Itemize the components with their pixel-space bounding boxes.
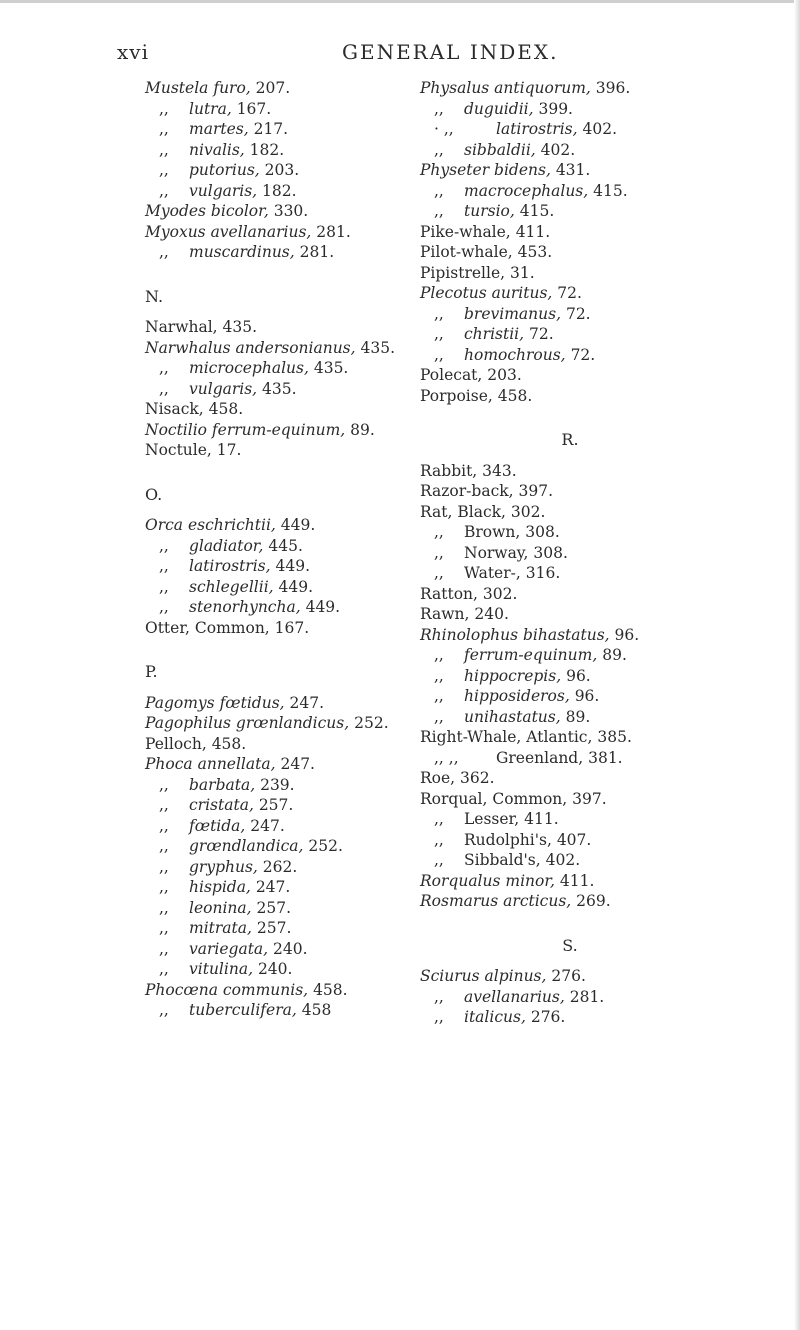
entry-page-number: 449. [305, 598, 341, 616]
entry-name: Brown, [464, 523, 521, 541]
index-entry [420, 809, 760, 830]
ditto-mark: ,, [159, 1001, 169, 1019]
entry-page-number: 257. [258, 796, 294, 814]
entry-name: Pagomys fœtidus, [145, 693, 285, 712]
ditto-mark: ,, [434, 202, 444, 220]
entry-name: Razor-back, [420, 482, 514, 500]
ditto-mark: ,, [434, 564, 444, 582]
entry-name: vulgaris, [189, 181, 258, 200]
entry-name: Phoca annellata, [145, 755, 276, 773]
entry-page-number: 239. [260, 775, 295, 794]
ditto-mark: ,, [434, 99, 444, 118]
page-top-border [0, 0, 800, 3]
entry-page-number: 96. [566, 666, 591, 685]
entry-page-number: 247. [255, 878, 291, 896]
ditto-mark: ,, [159, 898, 169, 917]
index-entry [420, 625, 760, 646]
page-header [0, 40, 800, 70]
index-entry [420, 304, 760, 325]
entry-page-number: 72. [570, 345, 596, 364]
ditto-mark: ,, [434, 830, 444, 849]
ditto-mark: ,, [159, 939, 169, 958]
ditto-mark: ,, [434, 304, 444, 323]
entry-name: mitrata, [189, 919, 252, 937]
index-section-letter: O. [145, 484, 163, 504]
entry-name: schlegellii, [189, 577, 274, 596]
entry-page-number: 17. [216, 441, 242, 459]
entry-page-number: 343. [482, 461, 517, 480]
entry-name: Plecotus auritus, [420, 284, 553, 302]
entry-name: Myoxus avellanarius, [145, 222, 312, 241]
entry-name: lutra, [189, 99, 232, 118]
entry-name: stenorhyncha, [189, 598, 301, 616]
index-entry [420, 119, 760, 140]
entry-page-number: 167. [274, 618, 310, 637]
index-entry [420, 987, 760, 1008]
entry-page-number: 217. [253, 120, 289, 138]
entry-name: barbata, [189, 775, 256, 794]
entry-name: Rosmarus arcticus, [420, 892, 572, 910]
entry-name: Roe, [420, 769, 456, 787]
entry-page-number: 257. [256, 898, 292, 917]
ditto-mark: ,, ,, [434, 748, 459, 767]
entry-name: Phocœna communis, [145, 980, 309, 999]
entry-name: grœndlandica, [189, 837, 304, 855]
entry-name: homochrous, [464, 345, 566, 364]
entry-page-number: 72. [557, 284, 582, 302]
entry-page-number: 252. [308, 837, 343, 855]
ditto-mark: ,, [159, 796, 169, 814]
entry-name: brevimanus, [464, 304, 562, 323]
ditto-mark: ,, [434, 523, 444, 541]
entry-page-number: 203. [264, 161, 300, 179]
entry-page-number: 302. [510, 502, 546, 521]
ditto-mark: ,, [159, 598, 169, 616]
ditto-mark: ,, [434, 140, 444, 159]
entry-page-number: 458. [313, 980, 348, 999]
index-entry [420, 222, 760, 243]
entry-page-number: 458. [497, 386, 533, 405]
index-entry [420, 160, 760, 181]
index-entry [420, 768, 760, 789]
entry-name: Pelloch, [145, 734, 207, 753]
entry-name: Orca eschrichtii, [145, 516, 276, 534]
entry-page-number: 397. [518, 482, 554, 500]
index-entry [420, 263, 760, 284]
ditto-mark: ,, [159, 919, 169, 937]
ditto-mark: ,, [159, 837, 169, 855]
entry-name: Physalus antiquorum, [420, 79, 591, 97]
ditto-mark: ,, [434, 987, 444, 1006]
entry-page-number: 308. [533, 543, 568, 562]
entry-name: microcephalus, [189, 359, 309, 377]
index-entry [420, 502, 760, 523]
entry-name: Water-, [464, 564, 521, 582]
entry-page-number: 240. [474, 605, 509, 623]
index-entry [420, 604, 760, 625]
ditto-mark: ,, [159, 161, 169, 179]
entry-page-number: 281. [316, 222, 351, 241]
entry-name: vitulina, [189, 960, 253, 978]
index-entry [420, 386, 760, 407]
entry-name: tursio, [464, 202, 515, 220]
entry-page-number: 381. [588, 748, 623, 767]
entry-page-number: 247. [250, 816, 285, 835]
ditto-mark: ,, [434, 810, 444, 828]
entry-page-number: 89. [350, 420, 375, 439]
ditto-mark: ,, [434, 851, 444, 869]
entry-name: christii, [464, 325, 525, 343]
entry-name: Noctule, [145, 441, 212, 459]
entry-page-number: 449. [278, 577, 314, 596]
entry-name: Nisack, [145, 400, 204, 418]
entry-page-number: 316. [525, 564, 561, 582]
ditto-mark: ,, [159, 99, 169, 118]
entry-page-number: 308. [525, 523, 560, 541]
ditto-mark: ,, [159, 243, 169, 261]
entry-page-number: 182. [249, 140, 285, 159]
entry-page-number: 31. [509, 263, 535, 282]
ditto-mark: ,, [434, 707, 444, 726]
ditto-mark: ,, [159, 181, 169, 200]
index-entry [420, 181, 760, 202]
entry-name: Noctilio ferrum-equinum, [145, 420, 346, 439]
entry-page-number: 247. [280, 755, 315, 773]
entry-name: Pilot-whale, [420, 243, 513, 261]
entry-page-number: 453. [517, 243, 553, 261]
index-entry [420, 584, 760, 605]
entry-name: latirostris, [496, 120, 578, 138]
entry-name: Pagophilus grœnlandicus, [145, 714, 350, 732]
entry-name: Rorqualus minor, [420, 871, 555, 890]
entry-name: Greenland, [496, 748, 584, 767]
entry-page-number: 402. [582, 120, 618, 138]
entry-page-number: 72. [529, 325, 554, 343]
entry-name: Sciurus alpinus, [420, 967, 547, 985]
entry-name: muscardinus, [189, 243, 295, 261]
page-number: xvi [117, 40, 149, 64]
entry-name: avellanarius, [464, 987, 565, 1006]
ditto-mark: ,, [159, 816, 169, 835]
entry-name: ferrum-equinum, [464, 646, 598, 664]
entry-name: Ratton, [420, 584, 478, 603]
entry-name: Rat, Black, [420, 502, 506, 521]
index-entry [420, 201, 760, 222]
entry-name: Rabbit, [420, 461, 478, 480]
entry-page-number: 281. [569, 987, 605, 1006]
entry-name: Rudolphi's, [464, 830, 552, 849]
ditto-mark: ,, [159, 536, 169, 555]
index-entry [420, 283, 760, 304]
entry-page-number: 89. [565, 707, 591, 726]
ditto-mark: ,, [434, 666, 444, 685]
ditto-mark: ,, [159, 775, 169, 794]
entry-page-number: 72. [565, 304, 591, 323]
entry-name: macrocephalus, [464, 181, 589, 200]
index-section-letter: N. [145, 286, 164, 306]
entry-page-number: 402. [540, 140, 576, 159]
entry-page-number: 276. [530, 1008, 566, 1026]
entry-name: leonina, [189, 898, 252, 917]
ditto-mark: ,, [159, 359, 169, 377]
index-entry [420, 966, 760, 987]
entry-name: Norway, [464, 543, 529, 562]
entry-name: cristata, [189, 796, 254, 814]
entry-name: Pike-whale, [420, 222, 511, 241]
index-entry [420, 345, 760, 366]
entry-page-number: 385. [597, 728, 632, 746]
entry-page-number: 397. [572, 789, 607, 808]
entry-page-number: 431. [555, 161, 591, 179]
ditto-mark: · ,, [434, 120, 454, 138]
entry-page-number: 411. [515, 222, 551, 241]
entry-page-number: 96. [614, 625, 640, 644]
index-entry [420, 645, 760, 666]
entry-page-number: 415. [519, 202, 555, 220]
entry-page-number: 415. [593, 181, 628, 200]
ditto-mark: ,, [434, 325, 444, 343]
entry-page-number: 281. [299, 243, 335, 261]
entry-page-number: 89. [602, 646, 627, 664]
ditto-mark: ,, [159, 878, 169, 896]
entry-name: Sibbald's, [464, 851, 541, 869]
index-entry [420, 140, 760, 161]
ditto-mark: ,, [159, 857, 169, 876]
index-section-letter: P. [145, 662, 158, 681]
entry-page-number: 402. [545, 851, 581, 869]
index-entry [420, 543, 760, 564]
entry-name: Right-Whale, Atlantic, [420, 728, 593, 746]
ditto-mark: ,, [434, 646, 444, 664]
entry-name: nivalis, [189, 140, 245, 159]
ditto-mark: ,, [434, 1008, 444, 1026]
index-entry [420, 686, 760, 707]
entry-page-number: 182. [262, 181, 297, 200]
entry-name: Physeter bidens, [420, 161, 551, 179]
entry-page-number: 330. [273, 202, 309, 220]
entry-name: Myodes bicolor, [145, 202, 269, 220]
entry-name: martes, [189, 120, 249, 138]
index-entry [420, 481, 760, 502]
index-entry [420, 78, 760, 99]
index-entry [420, 727, 760, 748]
index-entry [420, 666, 760, 687]
entry-page-number: 445. [268, 536, 303, 555]
entry-page-number: 407. [556, 830, 592, 849]
index-entry [420, 871, 760, 892]
entry-name: Porpoise, [420, 386, 493, 405]
entry-name: fœtida, [189, 816, 246, 835]
entry-name: Rorqual, Common, [420, 789, 568, 808]
entry-name: duguidii, [464, 99, 534, 118]
entry-name: vulgaris, [189, 379, 258, 398]
entry-name: Rhinolophus bihastatus, [420, 625, 610, 644]
index-entry [420, 707, 760, 728]
index-entry [420, 563, 760, 584]
entry-page-number: 167. [236, 99, 272, 118]
page-edge-shadow [794, 0, 800, 1330]
index-entry [420, 748, 760, 769]
entry-name: tuberculifera, [189, 1001, 297, 1019]
entry-name: gladiator, [189, 536, 264, 555]
entry-name: Narwhalus andersonianus, [145, 338, 356, 357]
running-title: GENERAL INDEX. [342, 40, 559, 64]
entry-page-number: 435. [360, 338, 396, 357]
ditto-mark: ,, [159, 120, 169, 138]
ditto-mark: ,, [159, 379, 169, 398]
ditto-mark: ,, [434, 687, 444, 705]
entry-page-number: 435. [222, 318, 258, 336]
index-entry [420, 789, 760, 810]
entry-name: variegata, [189, 939, 269, 958]
index-entry [420, 850, 760, 871]
entry-name: Rawn, [420, 605, 470, 623]
ditto-mark: ,, [159, 557, 169, 575]
entry-name: putorius, [189, 161, 260, 179]
entry-page-number: 276. [551, 967, 586, 985]
entry-page-number: 411. [524, 810, 559, 828]
entry-name: hipposideros, [464, 687, 570, 705]
entry-name: Lesser, [464, 810, 520, 828]
ditto-mark: ,, [159, 960, 169, 978]
ditto-mark: ,, [159, 140, 169, 159]
entry-name: Narwhal, [145, 318, 218, 336]
entry-page-number: 396. [595, 79, 631, 97]
index-entry [420, 324, 760, 345]
entry-page-number: 399. [538, 99, 573, 118]
entry-name: Mustela furo, [145, 79, 251, 97]
entry-page-number: 203. [487, 366, 522, 384]
entry-name: unihastatus, [464, 707, 561, 726]
entry-name: sibbaldii, [464, 140, 536, 159]
entry-page-number: 362. [460, 769, 495, 787]
entry-name: Polecat, [420, 366, 483, 384]
index-entry [420, 830, 760, 851]
entry-page-number: 269. [576, 892, 611, 910]
index-entry [420, 891, 760, 912]
index-entry [420, 242, 760, 263]
index-entry [420, 99, 760, 120]
entry-page-number: 240. [273, 939, 308, 958]
index-column-right [420, 78, 760, 1028]
ditto-mark: ,, [159, 577, 169, 596]
entry-page-number: 262. [262, 857, 298, 876]
entry-page-number: 458. [208, 400, 244, 418]
entry-page-number: 435. [313, 359, 349, 377]
entry-page-number: 458. [211, 734, 247, 753]
entry-name: Otter, Common, [145, 618, 270, 637]
entry-page-number: 240. [257, 960, 293, 978]
entry-page-number: 247. [289, 693, 325, 712]
entry-page-number: 449. [275, 557, 311, 575]
entry-page-number: 302. [482, 584, 518, 603]
ditto-mark: ,, [434, 181, 444, 200]
entry-page-number: 252. [354, 714, 389, 732]
ditto-mark: ,, [434, 543, 444, 562]
entry-page-number: 411. [559, 871, 595, 890]
entry-name: italicus, [464, 1008, 526, 1026]
entry-page-number: 435. [262, 379, 297, 398]
index-entry [420, 461, 760, 482]
entry-page-number: 458 [301, 1001, 332, 1019]
index-section-letter: R. [561, 430, 579, 449]
entry-name: latirostris, [189, 557, 271, 575]
entry-name: hippocrepis, [464, 666, 562, 685]
index-section-letter: S. [562, 935, 578, 955]
entry-name: gryphus, [189, 857, 258, 876]
entry-page-number: 207. [255, 79, 291, 97]
entry-page-number: 96. [574, 687, 600, 705]
index-entry [420, 522, 760, 543]
entry-name: Pipistrelle, [420, 263, 506, 282]
entry-name: hispida, [189, 878, 251, 896]
index-entry [420, 1007, 760, 1028]
entry-page-number: 449. [280, 516, 316, 534]
entry-page-number: 257. [256, 919, 292, 937]
ditto-mark: ,, [434, 345, 444, 364]
index-entry [420, 365, 760, 386]
